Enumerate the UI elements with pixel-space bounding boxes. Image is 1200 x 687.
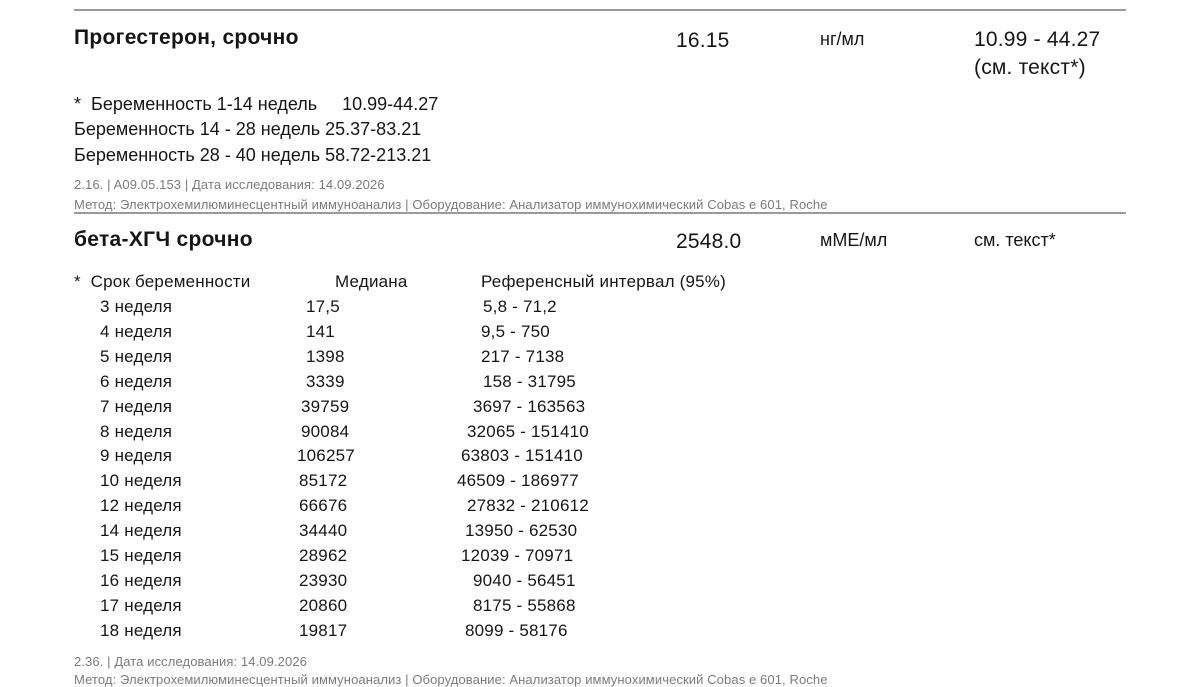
- cell-median: 3339: [306, 371, 345, 391]
- table-row: [0, 446, 1200, 471]
- cell-median: 17,5: [306, 297, 340, 316]
- reference-hcg: см. текст*: [974, 230, 1056, 250]
- cell-median: 1398: [306, 346, 345, 366]
- header-median: Медиана: [335, 272, 408, 291]
- unit-progesterone: нг/мл: [820, 29, 865, 49]
- test-name-hcg: бета-ХГЧ срочно: [74, 228, 253, 251]
- hcg-meta-method: Метод: Электрохемилюминесцентный иммуноанализ | Оборудование: Анализатор иммунохимический Cobas e 601, Roche: [74, 672, 828, 687]
- table-row: [0, 621, 1200, 646]
- cell-interval: 27832 - 210612: [467, 496, 589, 516]
- cell-week: 14 неделя: [100, 521, 182, 541]
- progesterone-note-1: * Беременность 1-14 недель 10.99-44.27: [74, 94, 439, 114]
- cell-week: 18 неделя: [100, 620, 182, 640]
- cell-interval: 9040 - 56451: [473, 570, 576, 590]
- result-value-progesterone: 16.15: [676, 29, 730, 52]
- table-row: [0, 521, 1200, 546]
- table-row: [0, 571, 1200, 596]
- cell-interval: 3697 - 163563: [473, 396, 586, 416]
- cell-week: 5 неделя: [100, 346, 173, 366]
- header-reference-interval: Референсный интервал (95%): [481, 272, 726, 291]
- cell-median: 34440: [299, 521, 348, 541]
- table-row: [0, 422, 1200, 447]
- cell-week: 16 неделя: [100, 570, 182, 590]
- table-row: [0, 372, 1200, 397]
- reference-progesterone-line2: (см. текст*): [974, 56, 1086, 79]
- cell-interval: 46509 - 186977: [457, 471, 579, 491]
- cell-median: 106257: [297, 446, 355, 466]
- cell-interval: 5,8 - 71,2: [483, 297, 557, 316]
- cell-median: 23930: [299, 570, 348, 590]
- cell-interval: 13950 - 62530: [465, 521, 578, 541]
- cell-median: 39759: [301, 396, 350, 416]
- cell-median: 141: [306, 321, 335, 341]
- unit-hcg: мМЕ/мл: [820, 230, 888, 250]
- cell-week: 7 неделя: [100, 396, 173, 416]
- cell-median: 66676: [299, 496, 348, 516]
- cell-week: 8 неделя: [100, 421, 173, 441]
- cell-median: 20860: [299, 595, 348, 615]
- cell-week: 6 неделя: [100, 371, 173, 391]
- cell-week: 15 неделя: [100, 546, 182, 565]
- progesterone-meta-code-date: 2.16. | A09.05.153 | Дата исследования: 14.09.2026: [74, 177, 385, 192]
- cell-week: 12 неделя: [100, 496, 182, 516]
- progesterone-meta-method: Метод: Электрохемилюминесцентный иммуноанализ | Оборудование: Анализатор иммунохимический Cobas e 601, Roche: [74, 197, 828, 212]
- cell-interval: 9,5 - 750: [481, 321, 550, 341]
- table-row: [0, 347, 1200, 372]
- cell-median: 85172: [299, 471, 348, 491]
- cell-interval: 32065 - 151410: [467, 421, 589, 441]
- cell-interval: 158 - 31795: [483, 371, 576, 391]
- result-value-hcg: 2548.0: [676, 230, 742, 253]
- table-row: [0, 471, 1200, 496]
- cell-week: 10 неделя: [100, 471, 182, 491]
- hcg-meta-code-date: 2.36. | Дата исследования: 14.09.2026: [74, 654, 307, 669]
- table-row: [0, 546, 1200, 571]
- cell-median: 19817: [299, 620, 348, 640]
- cell-week: 3 неделя: [100, 297, 173, 316]
- progesterone-note-3: Беременность 28 - 40 недель 58.72-213.21: [74, 145, 432, 165]
- cell-interval: 217 - 7138: [481, 346, 565, 366]
- cell-interval: 8099 - 58176: [465, 620, 568, 640]
- table-row: [0, 322, 1200, 347]
- table-header-row: [0, 272, 1200, 297]
- test-name-progesterone: Прогестерон, срочно: [74, 26, 299, 49]
- cell-week: 17 неделя: [100, 595, 182, 615]
- table-row: [0, 596, 1200, 621]
- table-row: [0, 297, 1200, 322]
- cell-interval: 12039 - 70971: [461, 546, 574, 565]
- progesterone-note-2: Беременность 14 - 28 недель 25.37-83.21: [74, 119, 422, 139]
- header-gestation-week: * Срок беременности: [74, 272, 251, 291]
- cell-median: 90084: [301, 421, 350, 441]
- table-row: [0, 496, 1200, 521]
- cell-interval: 8175 - 55868: [473, 595, 576, 615]
- cell-median: 28962: [299, 546, 348, 565]
- cell-week: 9 неделя: [100, 446, 173, 466]
- cell-interval: 63803 - 151410: [461, 446, 583, 466]
- cell-week: 4 неделя: [100, 321, 173, 341]
- reference-progesterone-line1: 10.99 - 44.27: [974, 28, 1101, 51]
- table-row: [0, 397, 1200, 422]
